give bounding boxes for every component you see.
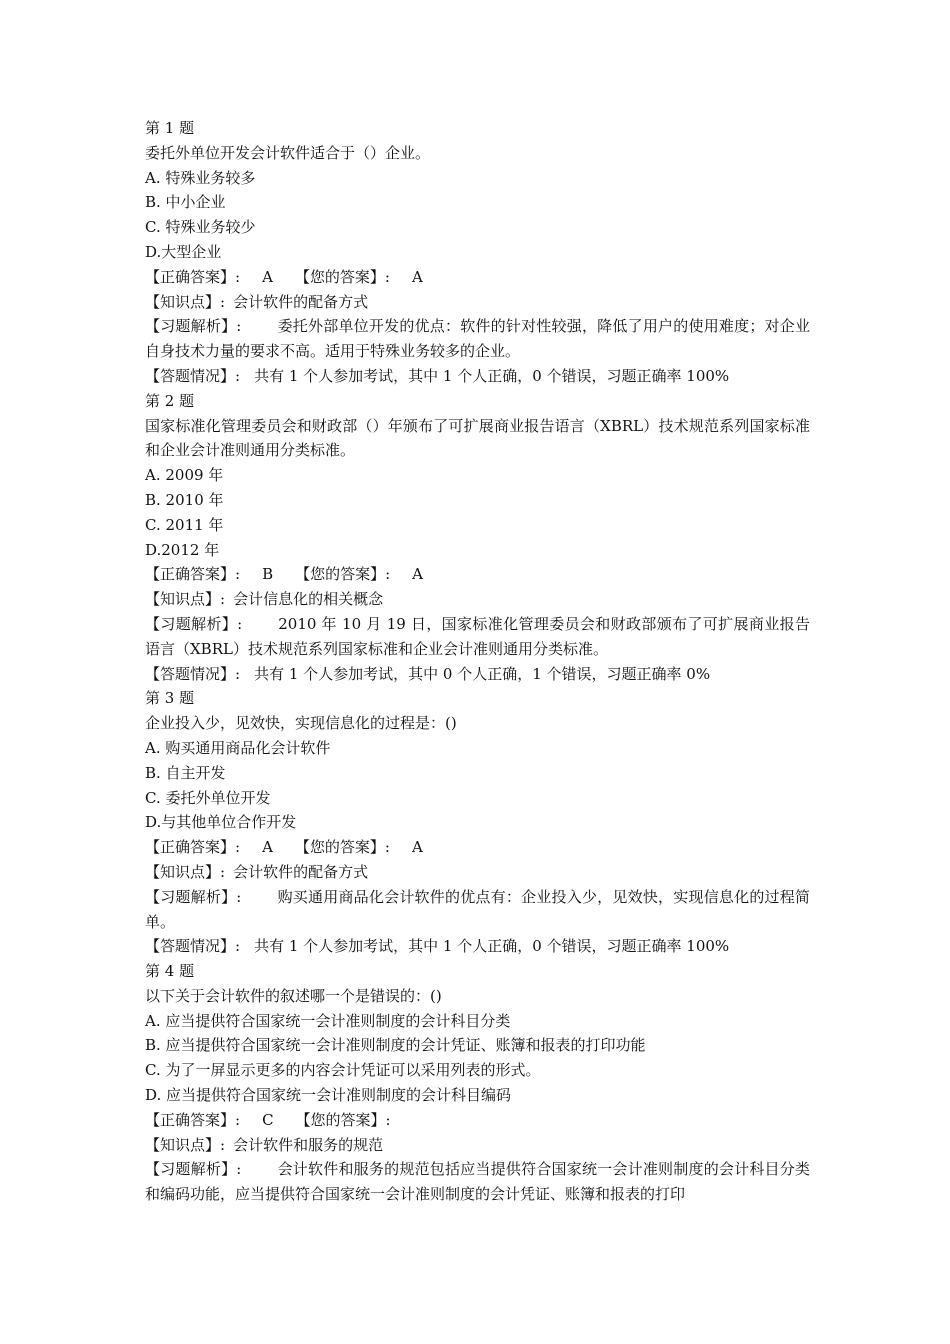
answer-stats [145,934,810,959]
your-answer-label: 【您的答案】: [295,565,391,584]
your-answer-label: 【您的答案】: [294,267,390,286]
question-title: 第 2 题 [145,391,195,410]
option-d: D. 应当提供符合国家统一会计准则制度的会计科目编码 [145,1086,512,1105]
correct-answer-label: 【正确答案】: [145,838,241,857]
analysis [145,314,810,364]
question-title: 第 3 题 [145,689,195,708]
knowledge-point-text: 会计软件的配备方式 [233,292,369,311]
analysis-text: 委托外部单位开发的优点：软件的针对性较强，降低了用户的使用难度；对企业自身技术力量的要求不高。适用于特殊业务较多的企业。 [145,317,810,361]
option-b: B. 中小企业 [145,193,226,212]
question-list [145,116,810,1207]
knowledge-point [145,860,810,885]
your-answer: A [412,565,423,584]
analysis-label: 【习题解析】: [145,1160,242,1179]
analysis-label: 【习题解析】: [145,614,243,633]
option-a: A. 应当提供符合国家统一会计准则制度的会计科目分类 [145,1011,511,1030]
option-d: D.2012 年 [145,540,220,559]
question-stem: 委托外单位开发会计软件适合于（）企业。 [145,143,431,162]
option-b: B. 自主开发 [145,763,226,782]
option-a: A. 购买通用商品化会计软件 [145,738,331,757]
knowledge-point-text: 会计软件和服务的规范 [233,1135,384,1154]
option-d: D.大型企业 [145,242,222,261]
correct-answer: B [262,565,274,584]
analysis [145,885,810,935]
correct-answer: C [262,1110,274,1129]
knowledge-point-label: 【知识点】: [145,292,226,311]
knowledge-point-text: 会计软件的配备方式 [233,862,369,881]
option-d: D.与其他单位合作开发 [145,813,297,832]
answer-stats-label: 【答题情况】: [145,937,241,956]
question-stem: 企业投入少，见效快，实现信息化的过程是：() [145,714,457,733]
option-b: B. 2010 年 [145,490,224,509]
analysis-label: 【习题解析】: [145,887,242,906]
analysis [145,1157,810,1207]
answer-stats [145,364,810,389]
answer-stats [145,662,810,687]
answer-line [145,265,810,290]
option-c: C. 特殊业务较少 [145,218,256,237]
knowledge-point [145,290,810,315]
option-a: A. 特殊业务较多 [145,168,256,187]
correct-answer-label: 【正确答案】: [145,565,241,584]
analysis-text: 会计软件和服务的规范包括应当提供符合国家统一会计准则制度的会计科目分类和编码功能，应当提供符合国家统一会计准则制度的会计凭证、账簿和报表的打印 [145,1160,810,1204]
correct-answer-label: 【正确答案】: [145,267,241,286]
your-answer: A [411,838,423,857]
option-c: C. 委托外单位开发 [145,788,271,807]
knowledge-point-label: 【知识点】: [145,590,226,609]
correct-answer: A [262,267,273,286]
analysis-text: 购买通用商品化会计软件的优点有：企业投入少，见效快，实现信息化的过程简单。 [145,887,810,931]
option-c: C. 2011 年 [145,515,224,534]
answer-stats-label: 【答题情况】: [145,664,241,683]
question-stem: 国家标准化管理委员会和财政部（）年颁布了可扩展商业报告语言（XBRL）技术规范系列国家标准和企业会计准则通用分类标准。 [145,416,810,460]
option-b: B. 应当提供符合国家统一会计准则制度的会计凭证、账簿和报表的打印功能 [145,1036,646,1055]
knowledge-point-label: 【知识点】: [145,862,226,881]
answer-stats-text: 共有 1 个人参加考试，其中 0 个人正确，1 个错误，习题正确率 0% [254,664,711,683]
answer-stats-text: 共有 1 个人参加考试，其中 1 个人正确，0 个错误，习题正确率 100% [254,366,730,385]
question-stem: 以下关于会计软件的叙述哪一个是错误的：() [145,986,442,1005]
question-title: 第 4 题 [145,962,195,981]
knowledge-point-label: 【知识点】: [145,1135,226,1154]
analysis [145,612,810,662]
your-answer: A [411,267,423,286]
answer-line [145,1108,810,1133]
your-answer-label: 【您的答案】: [294,838,390,857]
answer-stats-label: 【答题情况】: [145,366,241,385]
correct-answer: A [262,838,273,857]
answer-line [145,562,810,587]
knowledge-point [145,1133,810,1158]
option-c: C. 为了一屏显示更多的内容会计凭证可以采用列表的形式。 [145,1061,541,1080]
answer-line [145,835,810,860]
knowledge-point [145,587,810,612]
question-title: 第 1 题 [145,119,195,137]
analysis-label: 【习题解析】: [145,317,242,336]
analysis-text: 2010 年 10 月 19 日，国家标准化管理委员会和财政部颁布了可扩展商业报告语言（XBRL）技术规范系列国家标准和企业会计准则通用分类标准。 [145,614,810,658]
your-answer-label: 【您的答案】: [295,1110,391,1129]
knowledge-point-text: 会计信息化的相关概念 [233,590,384,609]
answer-stats-text: 共有 1 个人参加考试，其中 1 个人正确，0 个错误，习题正确率 100% [254,937,730,956]
option-a: A. 2009 年 [145,466,224,485]
correct-answer-label: 【正确答案】: [145,1110,241,1129]
